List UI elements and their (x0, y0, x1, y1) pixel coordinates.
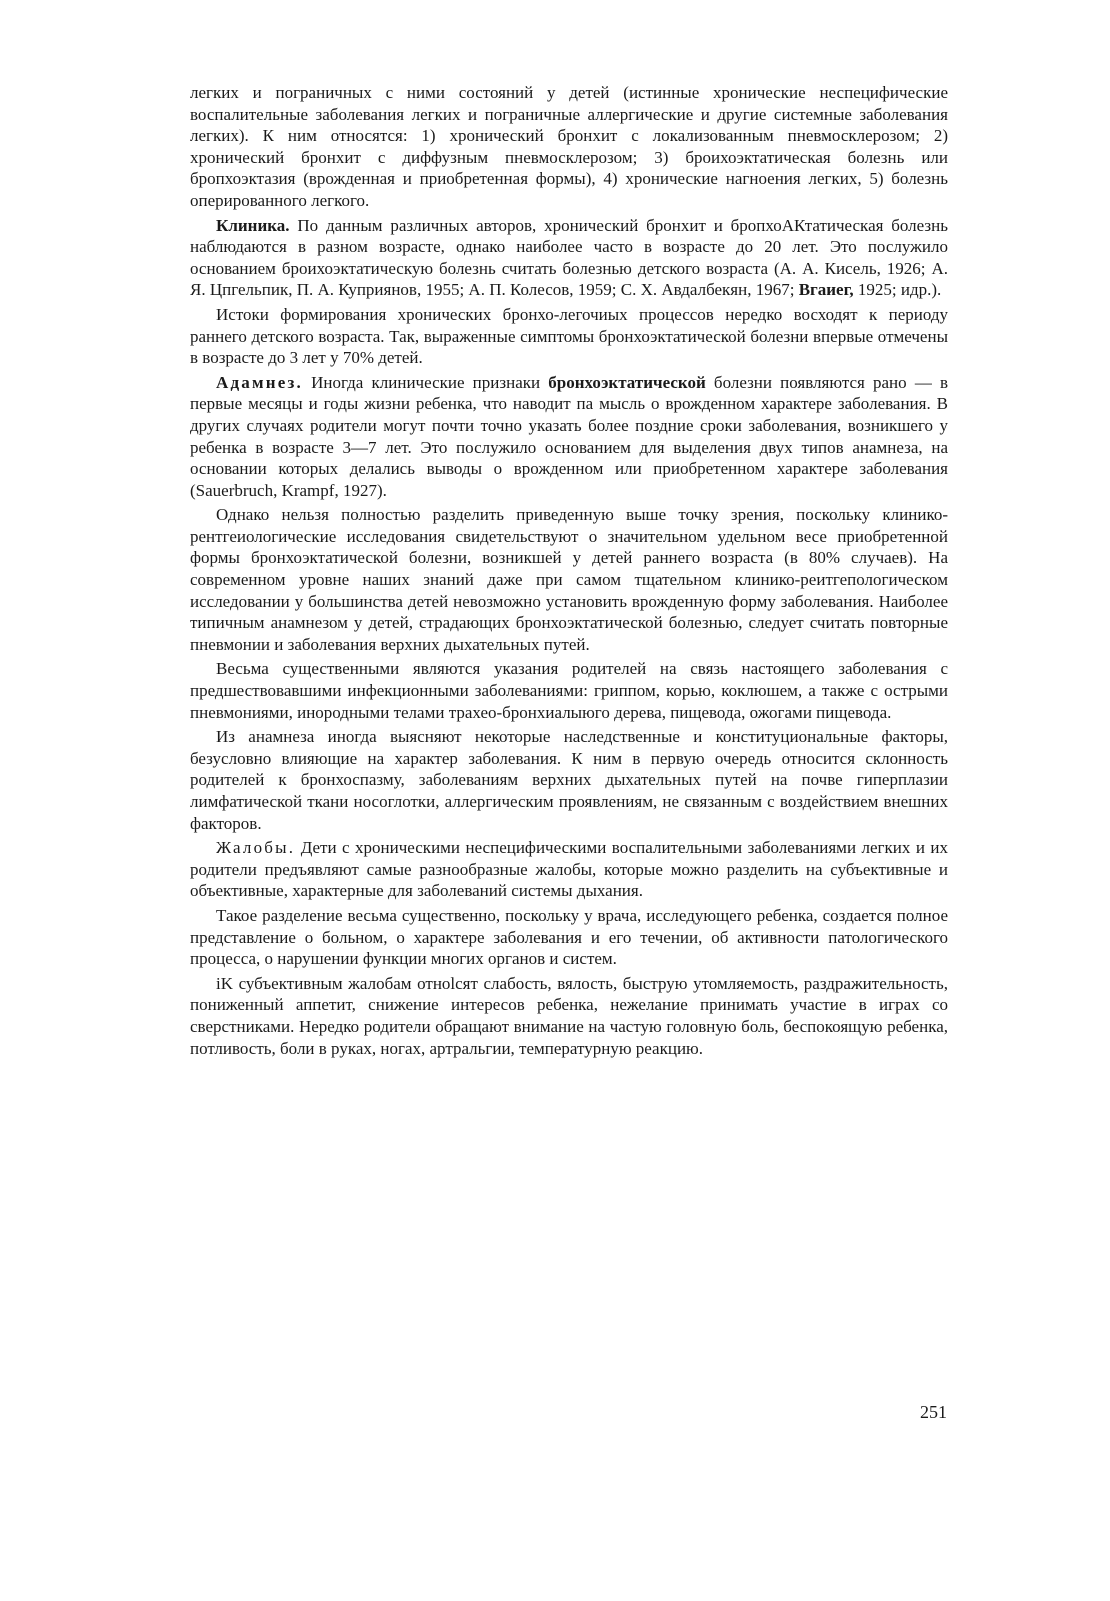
paragraph-division (190, 905, 948, 970)
paragraph-text: 1925; идр.). (853, 280, 942, 300)
paragraph-clinic (190, 215, 948, 301)
section-heading-complaints: Жалобы. (216, 838, 296, 858)
paragraph-subjective (190, 973, 948, 1059)
paragraph-text: легких и пограничных с ними состояний у детей (истинные хронические неспецифические воспалительные заболевания легких и пограничные аллергические и другие системные заболевания легких). К ним относятся: 1) хронический бронхит с локализованным пневмосклерозом; 2) хронический бронхит с диффузным пневмосклерозом; 3) броихоэктатическая болезнь или бропхоэктазия (врожденная и приобретенная формы), 4) хронические нагноения легких, 5) болезнь оперированного легкого. (190, 83, 948, 210)
paragraph-text: iK субъективным жалобам отноlсят слабость, вялость, быструю утомляемость, раздражительность, пониженный аппетит, снижение интересов ребенка, нежелание принимать участие в играх со сверстниками. Нередко родители обращают внимание на частую головную боль, беспокоящую ребенка, потливость, боли в руках, ногах, артральгии, температурную реакцию. (190, 973, 948, 1058)
paragraph-complaints (190, 837, 948, 902)
section-heading-anamnesis: Адамнез. (216, 372, 303, 392)
paragraph-text: Истоки формирования хронических бронхо-легочиых процессов нередко восходят к периоду раннего детского возраста. Так, выраженные симптомы бронхоэктатической болезни впервые отмечены в возрасте до 3 лет у 70% детей. (190, 304, 948, 368)
paragraph-text: Из анамнеза иногда выясняют некоторые наследственные и конституциональные факторы, безусловно влияющие на характер заболевания. К ним в первую очередь относится склонность родителей к бронхоспазму, заболеваниям верхних дыхательных путей на почве гиперплазии лимфатической ткани носоглотки, аллергическим проявлениям, не связанным с воздействием внешних факторов. (190, 727, 948, 833)
paragraph-text: Такое разделение весьма существенно, поскольку у врача, исследующего ребенка, создается полное представление о больном, о характере заболевания и его течении, об активности патологического процесса, о нарушении функции многих органов и систем. (190, 905, 948, 969)
page-body (190, 82, 948, 1062)
paragraph-text: Дети с хроническими неспецифическими воспалительными заболеваниями легких и их родители предъявляют самые разнообразные жалобы, которые можно разделить на субъективные и объективные, характерные для заболеваний системы дыхания. (190, 838, 948, 901)
paragraph-text: болезни появляются рано — в первые месяцы и годы жизни ребенка, что наводит па мысль о врожденном характере заболевания. В других случаях родители могут почти точно указать более поздние сроки заболевания, возникшего у ребенка в возрасте 3—7 лет. Это послужило основанием для выделения двух типов анамнеза, на основании которых делались выводы о врожденном или приобретенном характере заболевания (Sauerbruch, Krampf, 1927). (190, 372, 949, 500)
paragraph-text: Иногда клинические признаки (302, 372, 549, 392)
paragraph-text: Весьма существенными являются указания родителей на связь настоящего заболевания с предшествовавшими инфекционными заболеваниями: гриппом, корью, коклюшем, а также с острыми пневмониями, инородными телами трахео-бронхиалыюго дерева, пищевода, ожогами пищевода. (190, 659, 948, 722)
term-bold: бронхоэктатической (548, 372, 706, 392)
paragraph-text: Однако нельзя полностью разделить приведенную выше точку зрения, поскольку клинико-рентгеиологические исследования свидетельствуют о значительном удельном весе приобретенной формы бронхоэктатической болезни, возникшей у детей раннего возраста (в 80% случаев). На современном уровне наших знаний даже при самом тщательном клинико-реитгепологическом исследовании у большинства детей невозможно установить врожденную форму заболевания. Наиболее типичным анамнезом у детей, страдающих бронхоэктатической болезнью, следует считать повторные пневмонии и заболевания верхних дыхательных путей. (190, 505, 948, 654)
paragraph-text: По данным различных авторов, хронический бронхит и бропхоАКтатическая болезнь наблюдаются в разном возрасте, однако наиболее часто в возрасте до 20 лет. Это послужило основанием броихоэктатическую болезнь считать болезнью детского возраста (А. А. Кисель, 1926; А. Я. Цпгельпик, П. А. Куприянов, 1955; А. П. Колесов, 1959; С. X. Авдалбекян, 1967; (190, 215, 948, 300)
paragraph-origins (190, 304, 948, 369)
paragraph-hereditary (190, 726, 948, 834)
paragraph-parents (190, 658, 948, 723)
section-heading-clinic: Клиника. (216, 215, 290, 235)
paragraph-anamnesis (190, 372, 948, 502)
paragraph-viewpoint (190, 504, 948, 655)
page-number: 251 (920, 1402, 947, 1422)
paragraph-continuation (190, 82, 948, 212)
author-name-bold: Вгаиег, (798, 280, 854, 300)
